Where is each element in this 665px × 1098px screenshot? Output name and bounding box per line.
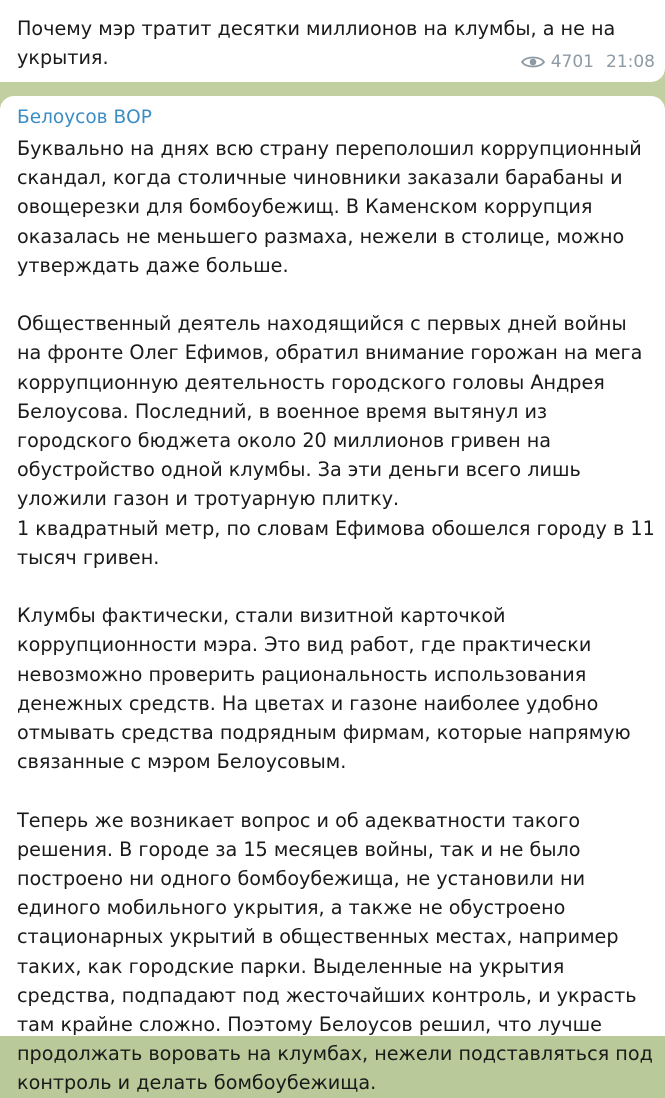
message-time: 21:08 (606, 52, 655, 72)
message-bubble-current[interactable] (0, 96, 665, 1095)
sender-name[interactable]: Белоусов ВОР (17, 107, 152, 128)
message-paragraph: Теперь же возникает вопрос и об адекватности такого решения. В городе за 15 месяцев войны, так и не было построено ни одного бомбоубежища, не установили ни единого мобильного укрытия, а также не обустроено стационарных укрытий в общественных местах, например таких, как городские парки. Выделенные на укрытия средства, подпадают под жесточайших контроль, и украсть там крайне сложно. Поэтому Белоусов решил, что лучше продолжать воровать на клумбах, нежели подставляться под контроль и делать бомбоубежища. (17, 808, 653, 1095)
message-text: Почему мэр тратит десятки миллионов на клумбы, а не на укрытия. (17, 17, 616, 69)
message-meta (521, 52, 655, 72)
message-bubble-previous[interactable] (0, 0, 665, 82)
eye-icon (521, 55, 545, 69)
message-paragraph: Буквально на днях всю страну переполошил коррупционный скандал, когда столичные чиновники заказали барабаны и овощерезки для бомбоубежищ. В Каменском коррупция оказалась не меньшего размаха, нежели в столице, можно утверждать даже больше. (17, 137, 642, 277)
message-paragraph: Общественный деятель находящийся с первых дней войны на фронте Олег Ефимов, обратил внимание горожан на мега коррупционную деятельность городского головы Андрея Белоусова. Последний, в военное время вытянул из городского бюджета около 20 миллионов гривен на обустройство одной клумбы. За эти деньги всего лишь уложили газон и тротуарную плитку. 1 квадратный метр, по словам Ефимова обошелся городу в 11 тысяч гривен. (17, 312, 655, 569)
views-count: 4701 (550, 52, 594, 72)
message-paragraph: Клумбы фактически, стали визитной карточкой коррупционности мэра. Это вид работ, где практически невозможно проверить рациональность использования денежных средств. На цветах и газоне наиболее удобно отмывать средства подрядным фирмам, которые напрямую связанные с мэром Белоусовым. (17, 604, 631, 774)
